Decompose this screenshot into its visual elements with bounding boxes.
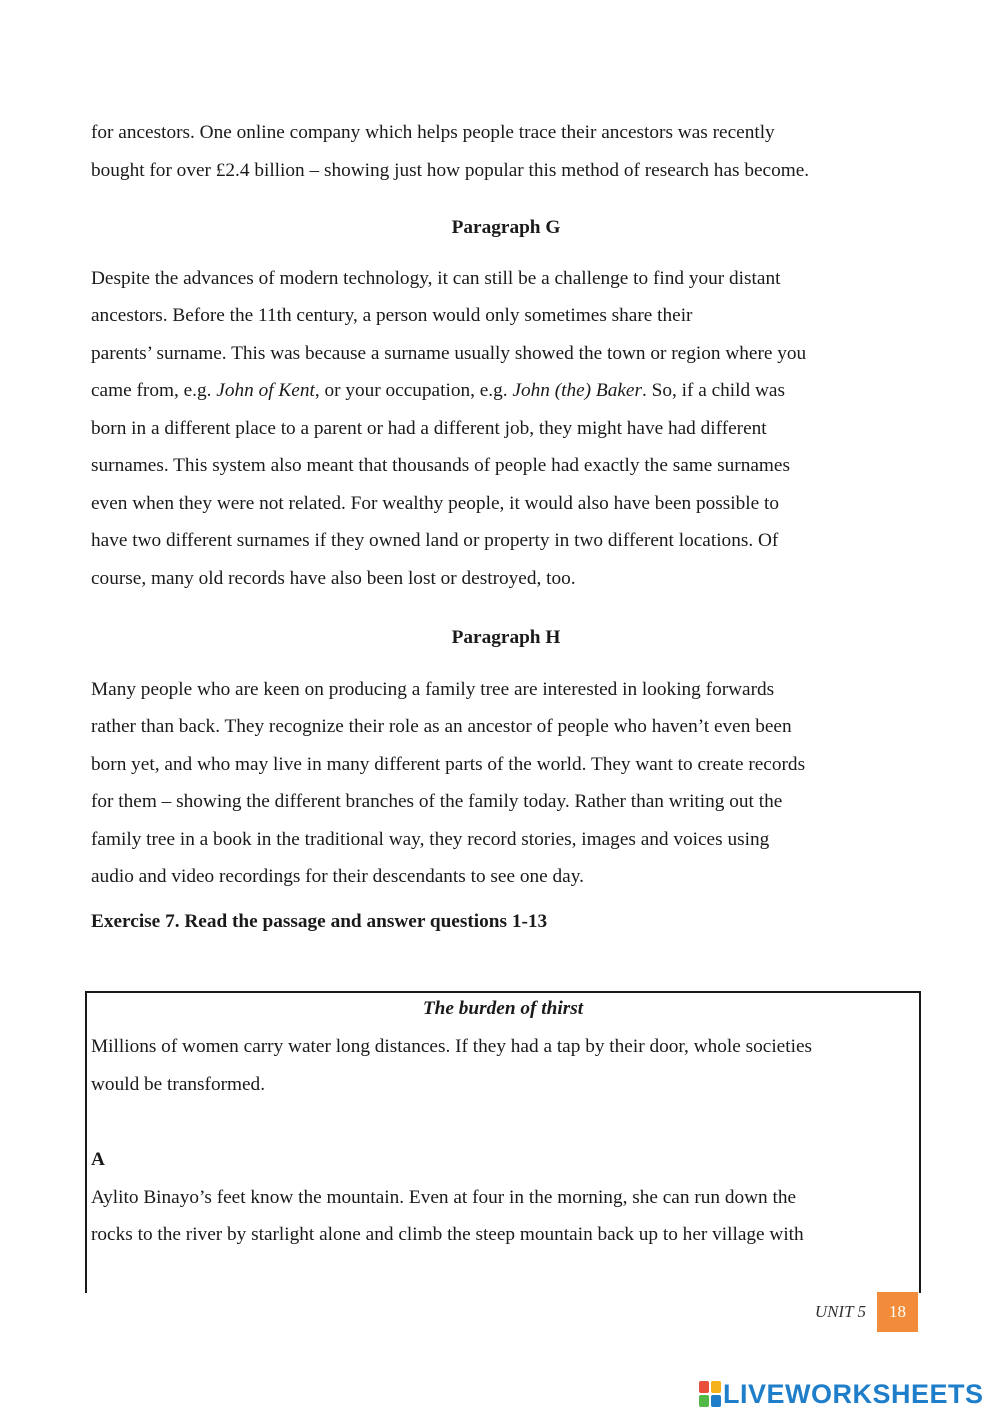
text-line: parents’ surname. This was because a surname usually showed the town or region where you [91, 342, 807, 364]
section-text-line: rocks to the river by starlight alone and climb the steep mountain back up to her village with [91, 1224, 804, 1245]
text-segment: . So, if a child was [641, 380, 785, 401]
document-page [91, 114, 921, 937]
passage-subtitle-line: would be transformed. [91, 1073, 266, 1095]
text-line: born in a different place to a parent or had a different job, they might have had different [91, 417, 767, 439]
paragraph-g-body [91, 260, 921, 598]
text-line: surnames. This system also meant that thousands of people had exactly the same surnames [91, 455, 790, 476]
text-line: have two different surnames if they owned land or property in two different locations. Of [91, 530, 779, 551]
text-line: for them – showing the different branches of the family today. Rather than writing out the [91, 791, 783, 812]
passage-title: The burden of thirst [422, 998, 584, 1019]
text-line [91, 372, 921, 410]
paragraph-h-heading: Paragraph H [451, 627, 561, 648]
text-line: audio and video recordings for their descendants to see one day. [91, 866, 584, 887]
text-line: Despite the advances of modern technology, it can still be a challenge to find your distant [91, 267, 781, 289]
text-line: course, many old records have also been lost or destroyed, too. [91, 567, 576, 589]
brand-name: LIVEWORKSHEETS [723, 1379, 984, 1409]
italic-example: John (the) Baker [512, 380, 642, 401]
liveworksheets-logo[interactable] [699, 1378, 984, 1410]
text-line: rather than back. They recognize their role as an ancestor of people who haven’t even been [91, 716, 792, 737]
section-letter: A [91, 1149, 105, 1170]
text-line: born yet, and who may live in many different parts of the world. They want to create records [91, 753, 806, 775]
reading-passage-box [85, 991, 921, 1293]
passage-subtitle-line: Millions of women carry water long distances. If they had a tap by their door, whole societies [91, 1036, 813, 1057]
text-line: family tree in a book in the traditional way, they record stories, images and voices using [91, 828, 770, 850]
paragraph-h-body [91, 671, 921, 896]
page-number-badge: 18 [877, 1292, 918, 1332]
liveworksheets-logo-icon [699, 1381, 721, 1407]
exercise-title: Exercise 7. Read the passage and answer questions 1-13 [91, 910, 548, 932]
unit-label: UNIT 5 [814, 1302, 866, 1321]
italic-example: John of Kent [216, 380, 315, 401]
text-line: Many people who are keen on producing a family tree are interested in looking forwards [91, 678, 775, 700]
text-segment: , or your occupation, e.g. [314, 380, 513, 401]
text-line: ancestors. Before the 11th century, a person would only sometimes share their [91, 305, 693, 326]
text-line: even when they were not related. For wealthy people, it would also have been possible to [91, 492, 780, 514]
intro-line: bought for over £2.4 billion – showing just how popular this method of research has become. [91, 159, 810, 181]
section-text-line: Aylito Binayo’s feet know the mountain. Even at four in the morning, she can run down the [91, 1186, 797, 1208]
intro-line: for ancestors. One online company which helps people trace their ancestors was recently [91, 122, 775, 143]
paragraph-g-heading: Paragraph G [451, 217, 561, 238]
text-segment: came from, e.g. [91, 380, 217, 401]
